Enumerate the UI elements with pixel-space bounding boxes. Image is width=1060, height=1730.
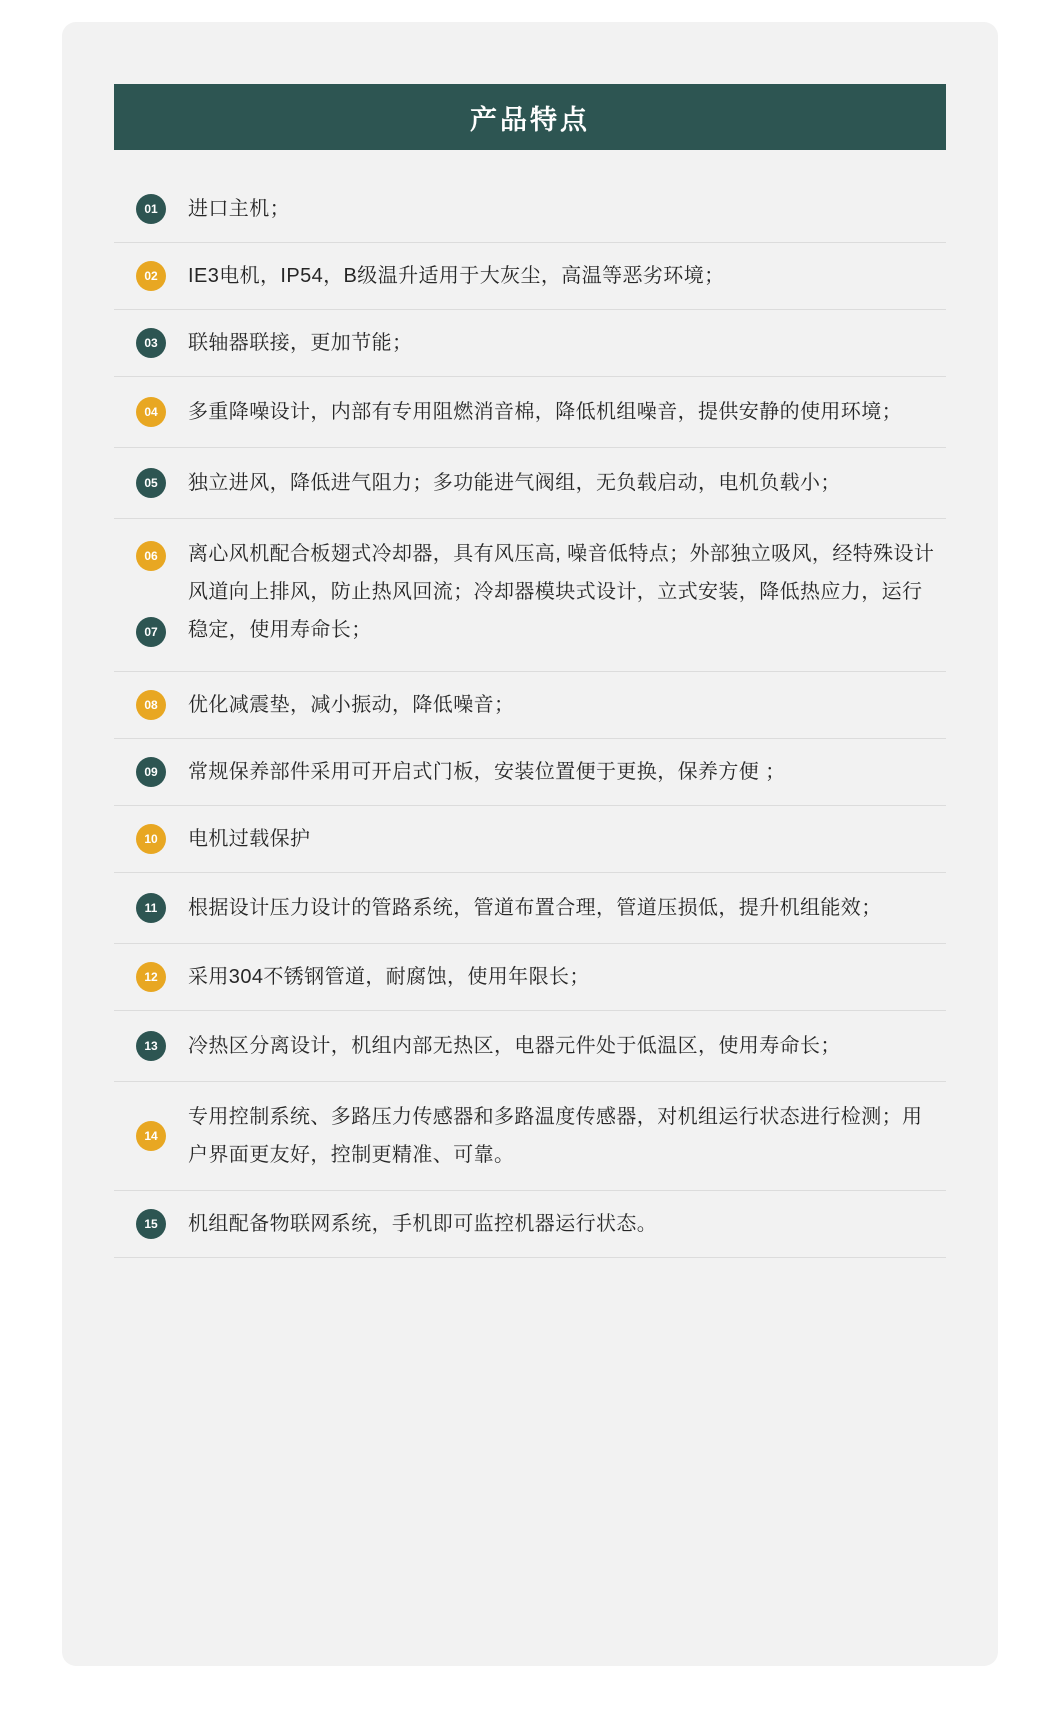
list-item bbox=[114, 806, 946, 873]
badge-column bbox=[114, 690, 188, 720]
item-text: 电机过载保护 bbox=[188, 828, 311, 850]
list-item bbox=[114, 176, 946, 243]
list-item bbox=[114, 1011, 946, 1082]
item-text: 独立进风，降低进气阻力；多功能进气阀组，无负载启动，电机负载小； bbox=[188, 472, 841, 494]
item-number-badge: 04 bbox=[136, 397, 166, 427]
badge-column bbox=[114, 1121, 188, 1151]
list-item bbox=[114, 448, 946, 519]
item-number-badge: 08 bbox=[136, 690, 166, 720]
item-number-badge: 05 bbox=[136, 468, 166, 498]
badge-column bbox=[114, 519, 188, 671]
item-number-badge: 03 bbox=[136, 328, 166, 358]
item-text: 常规保养部件采用可开启式门板，安装位置便于更换，保养方便 ； bbox=[188, 761, 786, 783]
item-number-badge: 07 bbox=[136, 617, 166, 647]
item-text: 专用控制系统、多路压力传感器和多路温度传感器，对机组运行状态进行检测；用户界面更友好，控制更精准、可靠。 bbox=[188, 1106, 923, 1166]
badge-column bbox=[114, 194, 188, 224]
item-text: IE3电机，IP54，B级温升适用于大灰尘，高温等恶劣环境； bbox=[188, 265, 725, 287]
feature-card bbox=[62, 22, 998, 1666]
list-item bbox=[114, 944, 946, 1011]
item-text: 采用304不锈钢管道，耐腐蚀，使用年限长； bbox=[188, 966, 590, 988]
badge-column bbox=[114, 757, 188, 787]
item-number-badge: 12 bbox=[136, 962, 166, 992]
badge-column bbox=[114, 1031, 188, 1061]
section-header bbox=[114, 84, 946, 150]
item-text: 机组配备物联网系统，手机即可监控机器运行状态。 bbox=[188, 1213, 658, 1235]
list-item bbox=[114, 1191, 946, 1258]
item-text: 根据设计压力设计的管路系统，管道布置合理，管道压损低，提升机组能效； bbox=[188, 897, 882, 919]
list-item bbox=[114, 1082, 946, 1191]
badge-column bbox=[114, 261, 188, 291]
item-number-badge: 09 bbox=[136, 757, 166, 787]
item-number-badge: 13 bbox=[136, 1031, 166, 1061]
item-number-badge: 10 bbox=[136, 824, 166, 854]
badge-column bbox=[114, 962, 188, 992]
badge-column bbox=[114, 893, 188, 923]
item-number-badge: 14 bbox=[136, 1121, 166, 1151]
item-text: 冷热区分离设计，机组内部无热区，电器元件处于低温区，使用寿命长； bbox=[188, 1035, 841, 1057]
list-item bbox=[114, 739, 946, 806]
item-number-badge: 06 bbox=[136, 541, 166, 571]
item-number-badge: 11 bbox=[136, 893, 166, 923]
list-item bbox=[114, 243, 946, 310]
badge-column bbox=[114, 397, 188, 427]
item-text: 离心风机配合板翅式冷却器，具有风压高, 噪音低特点；外部独立吸风，经特殊设计风道向上排风，防止热风回流；冷却器模块式设计，立式安装，降低热应力，运行稳定，使用寿命长； bbox=[188, 543, 935, 641]
item-text: 优化减震垫，减小振动，降低噪音； bbox=[188, 694, 515, 716]
list-item bbox=[114, 873, 946, 944]
feature-list bbox=[114, 176, 946, 1258]
list-item bbox=[114, 672, 946, 739]
badge-column bbox=[114, 1209, 188, 1239]
item-text: 联轴器联接，更加节能； bbox=[188, 332, 413, 354]
item-number-badge: 02 bbox=[136, 261, 166, 291]
item-number-badge: 01 bbox=[136, 194, 166, 224]
list-item bbox=[114, 519, 946, 672]
item-text: 进口主机； bbox=[188, 198, 290, 220]
list-item bbox=[114, 377, 946, 448]
item-text: 多重降噪设计，内部有专用阻燃消音棉，降低机组噪音，提供安静的使用环境； bbox=[188, 401, 902, 423]
badge-column bbox=[114, 824, 188, 854]
badge-column bbox=[114, 328, 188, 358]
page-title: 产品特点 bbox=[470, 104, 590, 135]
badge-column bbox=[114, 468, 188, 498]
list-item bbox=[114, 310, 946, 377]
item-number-badge: 15 bbox=[136, 1209, 166, 1239]
